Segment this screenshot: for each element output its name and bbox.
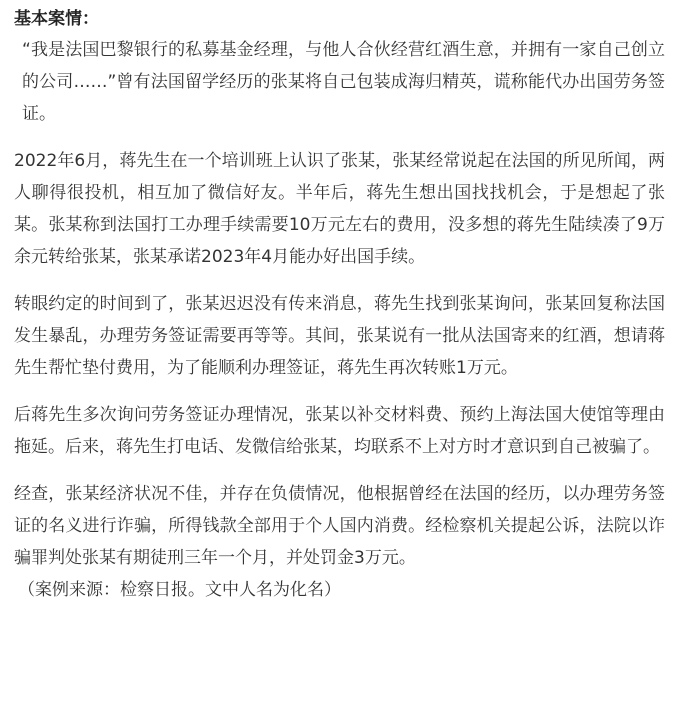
paragraph-acquaintance: 2022年6月，蒋先生在一个培训班上认识了张某，张某经常说起在法国的所见所闻，两人聊得很投机，相互加了微信好友。半年后，蒋先生想出国找找机会，于是想起了张某。张某称到法国打工办理手续需要10万元左右的费用，没多想的蒋先生陆续凑了9万余元转给张某，张某承诺2023年4月能办好出国手续。 (14, 151, 665, 267)
paragraph-verdict: 经查，张某经济状况不佳，并存在负债情况，他根据曾经在法国的经历，以办理劳务签证的名义进行诈骗，所得钱款全部用于个人国内消费。经检察机关提起公诉，法院以诈骗罪判处张某有期徒刑三年一个月，并处罚金3万元。 (14, 484, 665, 568)
section-heading: 基本案情： (14, 9, 99, 29)
paragraph-intro: “我是法国巴黎银行的私募基金经理，与他人合伙经营红酒生意，并拥有一家自己创立的公司……”曾有法国留学经历的张某将自己包装成海归精英，谎称能代办出国劳务签证。 (22, 40, 665, 124)
paragraph-realization: 后蒋先生多次询问劳务签证办理情况，张某以补交材料费、预约上海法国大使馆等理由拖延。后来，蒋先生打电话、发微信给张某，均联系不上对方时才意识到自己被骗了。 (14, 405, 665, 457)
source-note: （案例来源：检察日报。文中人名为化名） (18, 580, 341, 600)
paragraph-delay: 转眼约定的时间到了，张某迟迟没有传来消息，蒋先生找到张某询问，张某回复称法国发生暴乱，办理劳务签证需要再等等。其间，张某说有一批从法国寄来的红酒，想请蒋先生帮忙垫付费用，为了能顺利办理签证，蒋先生再次转账1万元。 (14, 294, 665, 378)
